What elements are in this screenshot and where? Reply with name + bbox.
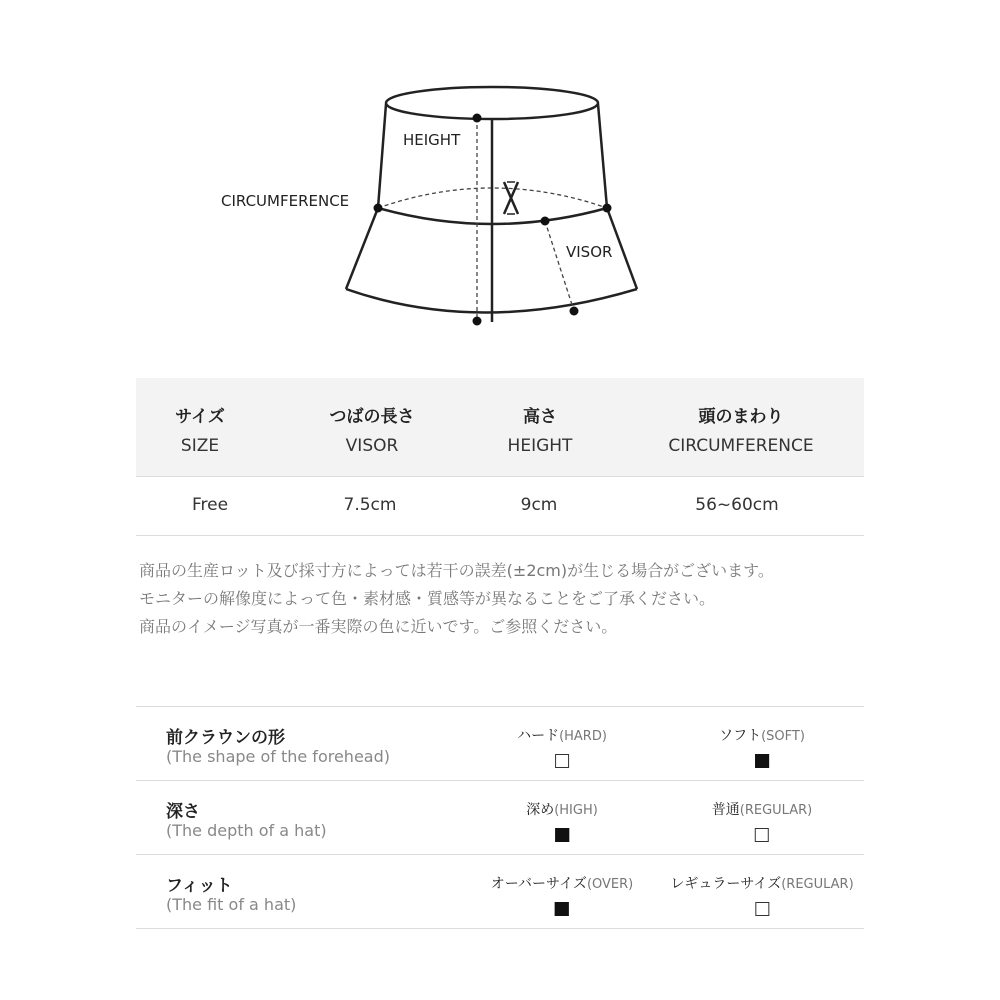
notes	[139, 557, 939, 641]
option-regular-depth	[712, 799, 812, 842]
visor-label: VISOR	[566, 243, 613, 261]
visor-bottom-point	[570, 307, 579, 316]
option-high	[526, 799, 598, 842]
height-value: 9cm	[520, 495, 558, 515]
option-label: 普通	[711, 802, 740, 818]
size-table-row	[136, 477, 864, 536]
height-header-jp: 高さ	[523, 407, 557, 427]
height-bottom-point	[473, 317, 482, 326]
size-header-jp: サイズ	[175, 407, 225, 427]
size-header-en: SIZE	[180, 436, 220, 456]
size-table-header	[136, 378, 864, 477]
feature-title: フィット	[166, 876, 233, 896]
option-label: 深め	[526, 802, 555, 818]
note-line: 商品の生産ロット及び採寸方によっては若干の誤差(±2cm)が生じる場合がございます。	[139, 561, 774, 580]
crown-left-side	[378, 104, 386, 208]
feature-subtitle: (The depth of a hat)	[166, 821, 327, 840]
option-label: ハード	[517, 728, 560, 744]
circumference-label: CIRCUMFERENCE	[221, 192, 350, 210]
option-label: オーバーサイズ	[490, 876, 587, 892]
visor-header-jp: つばの長さ	[329, 407, 415, 427]
checkbox-regular-fit	[755, 902, 769, 916]
note-line: モニターの解像度によって色・素材感・質感等が異なることをご了承ください。	[139, 589, 716, 608]
height-label: HEIGHT	[403, 131, 461, 149]
feature-subtitle: (The fit of a hat)	[166, 895, 297, 914]
crown-top-outline	[386, 87, 598, 119]
option-soft	[719, 725, 805, 768]
visor-top-point	[541, 217, 550, 226]
circumference-header-en: CIRCUMFERENCE	[668, 436, 814, 456]
size-table	[136, 378, 864, 536]
circumference-value: 56~60cm	[695, 495, 779, 515]
size-value: Free	[191, 495, 229, 515]
crown-right-side	[598, 104, 607, 208]
feature-table	[136, 706, 864, 929]
height-header-en: HEIGHT	[507, 436, 573, 456]
feature-title: 深さ	[166, 802, 200, 822]
option-label-en: (OVER)	[586, 877, 634, 892]
option-hard	[517, 725, 607, 768]
checkbox-regular-depth	[755, 828, 769, 842]
option-label: レギュラーサイズ	[670, 876, 782, 892]
checkbox-soft	[755, 754, 769, 768]
circumference-right-point	[603, 204, 612, 213]
option-regular-fit	[670, 873, 853, 916]
hat-measurement-diagram	[0, 0, 1000, 370]
feature-title: 前クラウンの形	[166, 728, 285, 748]
option-label-en: (SOFT)	[761, 729, 805, 744]
feature-subtitle: (The shape of the forehead)	[166, 747, 390, 766]
x-mark-icon	[504, 182, 518, 214]
circumference-left-point	[374, 204, 383, 213]
option-label-en: (REGULAR)	[739, 803, 813, 818]
option-over	[491, 873, 633, 916]
visor-dashed-line	[545, 221, 574, 311]
note-line: 商品のイメージ写真が一番実際の色に近いです。ご参照ください。	[139, 617, 618, 636]
feature-row-fit	[136, 855, 864, 929]
visor-header-en: VISOR	[345, 436, 399, 456]
brim-left-side	[346, 208, 378, 289]
checkbox-hard	[555, 754, 569, 768]
feature-row-forehead-shape	[136, 707, 864, 781]
option-label-en: (HARD)	[559, 729, 607, 744]
visor-value: 7.5cm	[343, 495, 397, 515]
option-label-en: (HIGH)	[554, 803, 598, 818]
height-top-point	[473, 114, 482, 123]
checkbox-high	[555, 828, 569, 842]
option-label: ソフト	[719, 728, 762, 744]
feature-row-depth	[136, 781, 864, 855]
option-label-en: (REGULAR)	[781, 877, 854, 892]
checkbox-over	[555, 902, 569, 916]
circumference-header-jp: 頭のまわり	[698, 407, 784, 427]
